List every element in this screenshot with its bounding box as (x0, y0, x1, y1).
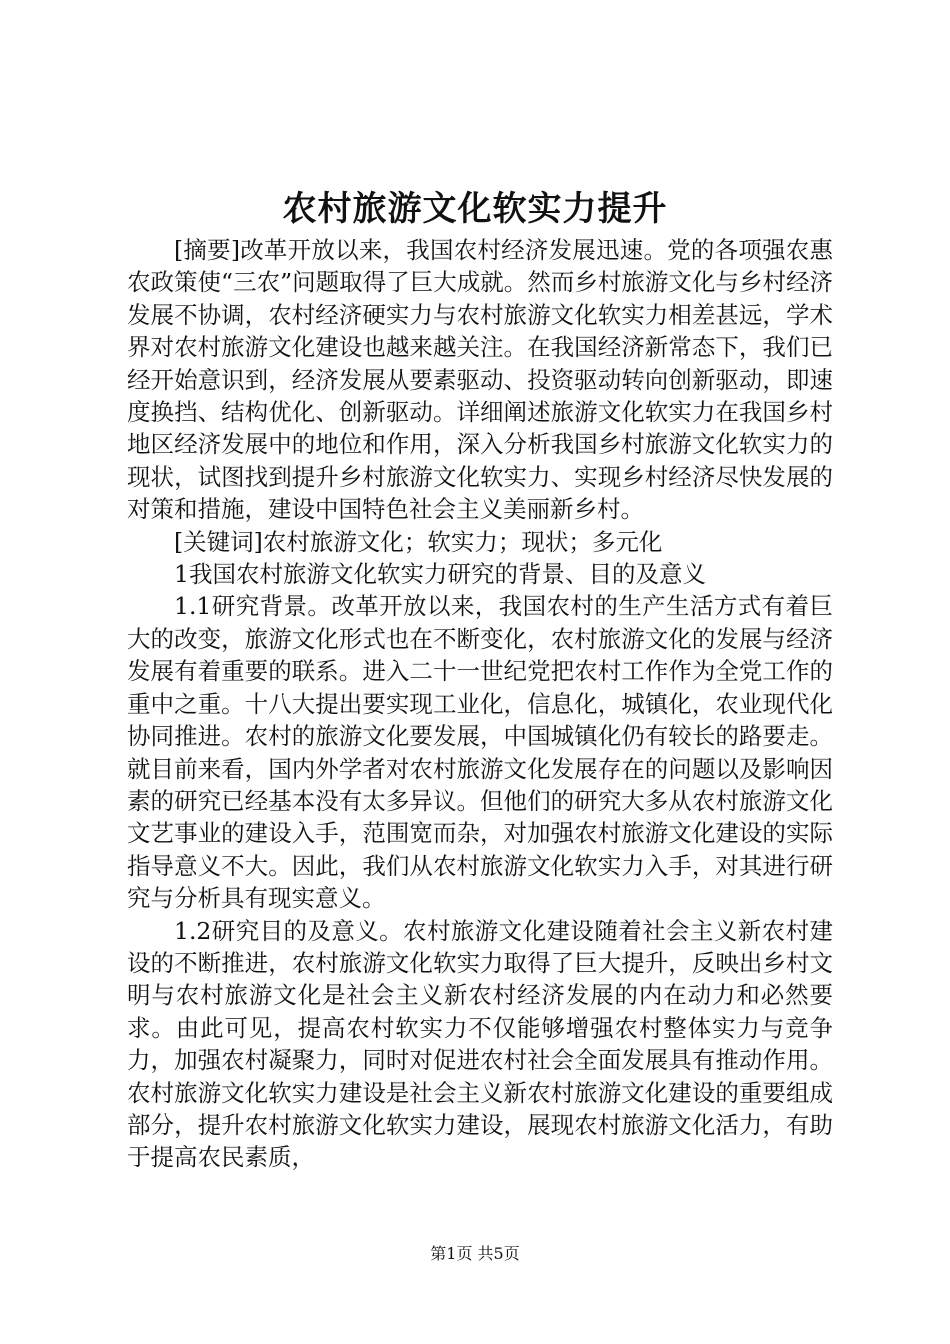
research-background-paragraph: 1.1研究背景。改革开放以来，我国农村的生产生活方式有着巨大的改变，旅游文化形式也在不断变化，农村旅游文化的发展与经济发展有着重要的联系。进入二十一世纪党把农村工作作为全党工作的重中之重。十八大提出要实现工业化，信息化，城镇化，农业现代化协同推进。农村的旅游文化要发展，中国城镇化仍有较长的路要走。就目前来看，国内外学者对农村旅游文化发展存在的问题以及影响因素的研究已经基本没有太多异议。但他们的研究大多从农村旅游文化文艺事业的建设入手，范围宽而杂，对加强农村旅游文化建设的实际指导意义不大。因此，我们从农村旅游文化软实力入手，对其进行研究与分析具有现实意义。 (127, 592, 833, 913)
section-heading: 1我国农村旅游文化软实力研究的背景、目的及意义 (174, 560, 706, 589)
abstract-paragraph: [摘要]改革开放以来，我国农村经济发展迅速。党的各项强农惠农政策使“三农”问题取得了巨大成就。然而乡村旅游文化与乡村经济发展不协调，农村经济硬实力与农村旅游文化软实力相差甚远，学术界对农村旅游文化建设也越来越关注。在我国经济新常态下，我们已经开始意识到，经济发展从要素驱动、投资驱动转向创新驱动，即速度换挡、结构优化、创新驱动。详细阐述旅游文化软实力在我国乡村地区经济发展中的地位和作用，深入分析我国乡村旅游文化软实力的现状，试图找到提升乡村旅游文化软实力、实现乡村经济尽快发展的对策和措施，建设中国特色社会主义美丽新乡村。 (127, 236, 833, 524)
document-title: 农村旅游文化软实力提升 (282, 189, 668, 229)
page-footer: 第1页 共5页 (430, 1244, 520, 1263)
keywords-paragraph: [关键词]农村旅游文化；软实力；现状；多元化 (174, 527, 663, 556)
research-purpose-paragraph: 1.2研究目的及意义。农村旅游文化建设随着社会主义新农村建设的不断推进，农村旅游文化软实力取得了巨大提升，反映出乡村文明与农村旅游文化是社会主义新农村经济发展的内在动力和必然要求。由此可见，提高农村软实力不仅能够增强农村整体实力与竞争力，加强农村凝聚力，同时对促进农村社会全面发展具有推动作用。农村旅游文化软实力建设是社会主义新农村旅游文化建设的重要组成部分，提升农村旅游文化软实力建设，展现农村旅游文化活力，有助于提高农民素质， (127, 916, 833, 1172)
document-body (127, 234, 833, 1174)
